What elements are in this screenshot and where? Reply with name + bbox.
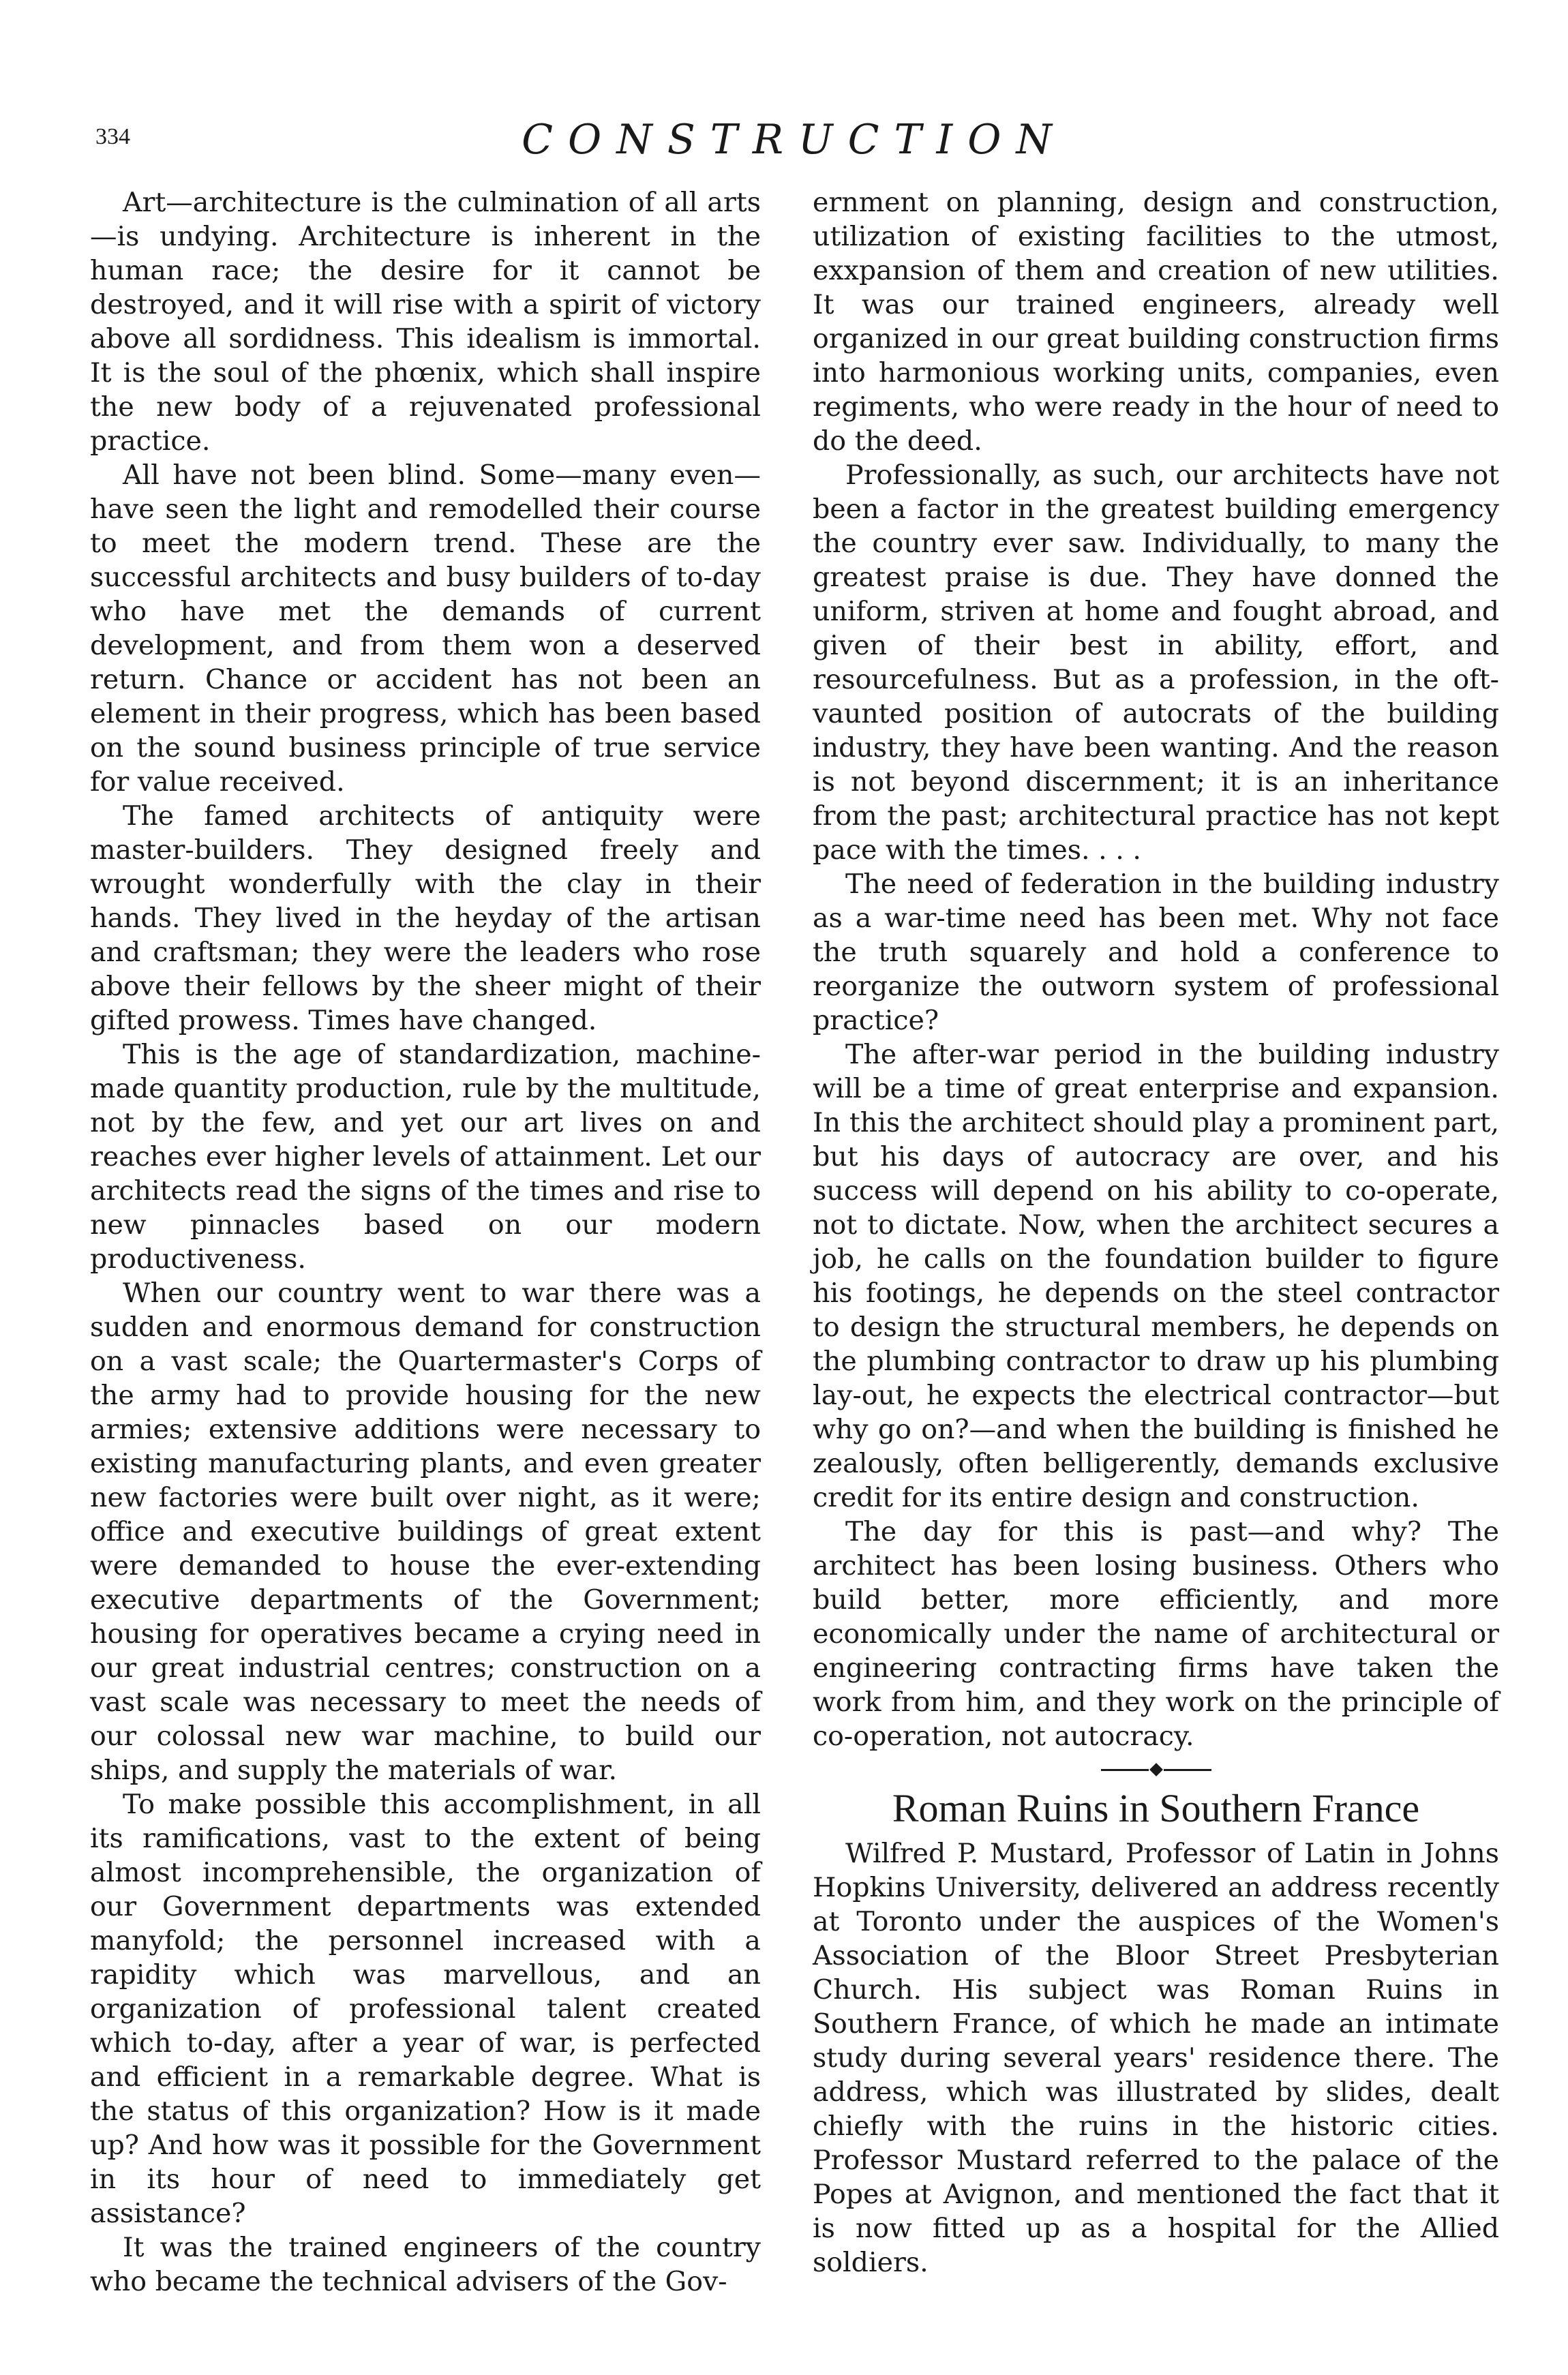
paragraph: Art—architecture is the culmination of all arts—is undying. Architecture is inherent in the human race; the desire for it cannot be destroyed, and it will rise with a spirit of victory above all sordidness. This idealism is immortal. It is the soul of the phœnix, which shall inspire the new body of a rejuvenated professional practice. bbox=[90, 187, 761, 457]
page-header bbox=[0, 116, 1568, 170]
paragraph: When our country went to war there was a sudden and enormous demand for construction on a vast scale; the Quartermaster's Corps of the army had to provide housing for the new armies; extensive additions were necessary to existing manufacturing plants, and even greater new factories were built over night, as it were; office and executive buildings of great extent were demanded to house the ever-extending executive departments of the Government; housing for operatives became a crying need in our great industrial centres; construction on a vast scale was necessary to meet the needs of our colossal new war machine, to build our ships, and supply the materials of war. bbox=[90, 1277, 761, 1786]
section-divider-ornament bbox=[813, 1756, 1499, 1783]
paragraph: It was the trained engineers of the country who became the technical advisers of the Gov- bbox=[90, 2232, 761, 2297]
running-title: CONSTRUCTION bbox=[522, 116, 1067, 164]
page-number: 334 bbox=[95, 124, 130, 149]
paragraph: The need of federation in the building industry as a war-time need has been met. Why not face the truth squarely and hold a conference to reorganize the outworn system of professional practice? bbox=[813, 868, 1499, 1036]
article-body: Wilfred P. Mustard, Professor of Latin in Johns Hopkins University, delivered an address recently at Toronto under the auspices of the Women's Association of the Bloor Street Presbyterian Church. His subject was Roman Ruins in Southern France, of which he made an intimate study during several years' residence there. The address, which was illustrated by slides, dealt chiefly with the ruins in the historic cities. Professor Mustard referred to the palace of the Popes at Avignon, and mentioned the fact that it is now fitted up as a hospital for the Allied soldiers. bbox=[813, 1838, 1499, 2278]
paragraph-continued: ernment on planning, design and construction, utilization of existing facilities to the utmost, exxpansion of them and creation of new utilities. It was our trained engineers, already well organized in our great building construction firms into harmonious working units, companies, even regiments, who were ready in the hour of need to do the deed. bbox=[813, 187, 1499, 457]
paragraph: The famed architects of antiquity were master-builders. They designed freely and wrought wonderfully with the clay in their hands. They lived in the heyday of the artisan and craftsman; they were the leaders who rose above their fellows by the sheer might of their gifted prowess. Times have changed. bbox=[90, 800, 761, 1036]
paragraph: To make possible this accomplishment, in all its ramifications, vast to the extent of being almost incomprehensible, the organization of our Government departments was extended manyfold; the personnel increased with a rapidity which was marvellous, and an organization of professional talent created which to-day, after a year of war, is perfected and efficient in a remarkable degree. What is the status of this organization? How is it made up? And how was it possible for the Government in its hour of need to immediately get assistance? bbox=[90, 1789, 761, 2229]
paragraph: The day for this is past—and why? The architect has been losing business. Others who build better, more efficiently, and more economically under the name of architectural or engineering contracting firms have taken the work from him, and they work on the principle of co-operation, not autocracy. bbox=[813, 1516, 1499, 1752]
paragraph: This is the age of standardization, machine-made quantity production, rule by the multitude, not by the few, and yet our art lives on and reaches ever higher levels of attainment. Let our architects read the signs of the times and rise to new pinnacles based on our modern productiveness. bbox=[90, 1039, 761, 1275]
article-title: Roman Ruins in Southern France bbox=[892, 1786, 1420, 1830]
paragraph: All have not been blind. Some—many even—have seen the light and remodelled their course to meet the modern trend. These are the successful architects and busy builders of to-day who have met the demands of current development, and from them won a deserved return. Chance or accident has not been an element in their progress, which has been based on the sound business principle of true service for value received. bbox=[90, 459, 761, 798]
right-column bbox=[813, 185, 1499, 2280]
paragraph: The after-war period in the building industry will be a time of great enterprise and expansion. In this the architect should play a prominent part, but his days of autocracy are over, and his success will depend on his ability to co-operate, not to dictate. Now, when the architect secures a job, he calls on the foundation builder to figure his footings, he depends on the steel contractor to design the structural members, he depends on the plumbing contractor to draw up his plumbing lay-out, he expects the electrical contractor—but why go on?—and when the building is finished he zealously, often belligerently, demands exclusive credit for its entire design and construction. bbox=[813, 1039, 1499, 1513]
left-column bbox=[90, 185, 761, 2299]
paragraph: Professionally, as such, our architects have not been a factor in the greatest building emergency the country ever saw. Individually, to many the greatest praise is due. They have donned the uniform, striven at home and fought abroad, and given of their best in ability, effort, and resourcefulness. But as a profession, in the oft-vaunted position of autocrats of the building industry, they have been wanting. And the reason is not beyond discernment; it is an inheritance from the past; architectural practice has not kept pace with the times. . . . bbox=[813, 459, 1499, 866]
